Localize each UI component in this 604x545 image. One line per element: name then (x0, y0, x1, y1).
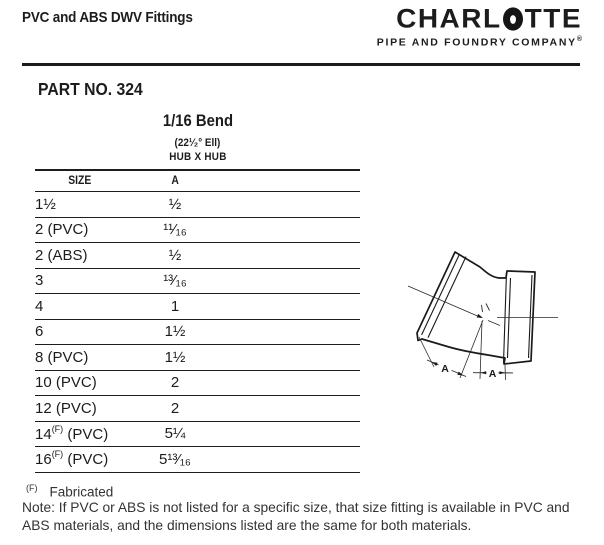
fitting-title: 1/16 Bend (162, 112, 233, 130)
dimension-a-cell: 5¹³⁄₁₆ (159, 450, 191, 468)
dimension-a-cell: ¹³⁄₁₆ (163, 272, 187, 290)
size-cell: 2 (ABS) (35, 246, 88, 264)
part-number-heading: PART NO. 324 (38, 79, 143, 99)
right-dim-arrow-end (499, 371, 505, 374)
filler-cell (225, 447, 360, 473)
right-dim-arrow-start (480, 371, 486, 374)
table-row (35, 319, 360, 345)
company-logo (377, 5, 582, 48)
table-row (35, 421, 360, 447)
logo-brand-pre: CHARL (396, 3, 502, 34)
fitting-table-body (35, 192, 360, 473)
filler-cell (225, 294, 360, 320)
filler-cell (225, 421, 360, 447)
size-cell: 4 (35, 297, 44, 315)
dimension-a-cell: 5¼ (164, 425, 186, 443)
materials-note: Note: If PVC or ABS is not listed for a specific size, that size fitting is available in PVC and ABS materials, and the dimensions listed are the same for both materials. (22, 500, 570, 533)
logo-brand-post: TTE (524, 3, 582, 34)
table-row (35, 396, 360, 422)
column-header-a: A (171, 175, 179, 187)
dimension-a-cell: ½ (168, 246, 182, 264)
size-cell: 10 (PVC) (35, 374, 97, 392)
table-row (35, 268, 360, 294)
dimension-a-cell: 1½ (164, 323, 186, 341)
filler-cell (225, 243, 360, 269)
header-divider (22, 63, 580, 66)
dimension-a-cell: ¹¹⁄₁₆ (163, 221, 187, 239)
filler-cell (225, 217, 360, 243)
fitting-connection: HUB X HUB (168, 151, 227, 163)
dimension-a-cell: 2 (170, 399, 180, 417)
filler-cell (225, 319, 360, 345)
filler-cell (225, 370, 360, 396)
size-cell: 1½ (35, 195, 56, 213)
header-row (35, 170, 360, 192)
filler-cell (225, 268, 360, 294)
doc-title-text: PVC and ABS DWV Fittings (22, 9, 193, 26)
size-cell: $16^{(F)}$ (PVC) (35, 449, 109, 469)
logo-brand (396, 5, 582, 32)
logo-tagline: PIPE AND FOUNDRY COMPANY® (376, 36, 582, 49)
filler-cell (225, 396, 360, 422)
footnote (26, 483, 113, 500)
table-row (35, 192, 360, 218)
dimension-table-head (35, 170, 360, 192)
filler-cell (225, 192, 360, 218)
fitting-diagram (393, 232, 600, 396)
right-dim-label: A (488, 368, 497, 380)
filler-cell (225, 345, 360, 371)
size-cell: 12 (PVC) (35, 399, 97, 417)
header-filler (225, 170, 360, 192)
fabricated-marker: (F) (51, 449, 64, 460)
dimension-a-cell: 1 (170, 297, 180, 315)
size-cell: 2 (PVC) (35, 221, 89, 239)
table-row (35, 217, 360, 243)
table-row (35, 447, 360, 473)
logo-o-icon (503, 7, 523, 30)
footnote-text: Fabricated (49, 484, 114, 500)
fabricated-marker: (F) (51, 423, 64, 434)
dimension-table (35, 169, 360, 473)
column-header-size: SIZE (68, 175, 92, 187)
dimension-a-cell: ½ (168, 195, 182, 213)
registered-mark: ® (576, 36, 582, 43)
table-row (35, 345, 360, 371)
left-dim-label: A (441, 363, 449, 375)
dimension-a-cell: 1½ (164, 348, 186, 366)
size-cell: 6 (35, 323, 44, 341)
size-cell: $14^{(F)}$ (PVC) (35, 423, 109, 443)
fitting-subtitle: (22¹⁄₂° Ell) (174, 137, 221, 149)
footnote-marker: (F) (26, 483, 38, 493)
dimension-a-cell: 2 (170, 374, 180, 392)
size-cell: 3 (35, 272, 44, 290)
table-row (35, 294, 360, 320)
table-row (35, 243, 360, 269)
size-cell: 8 (PVC) (35, 348, 89, 366)
doc-title (22, 9, 212, 26)
table-row (35, 370, 360, 396)
